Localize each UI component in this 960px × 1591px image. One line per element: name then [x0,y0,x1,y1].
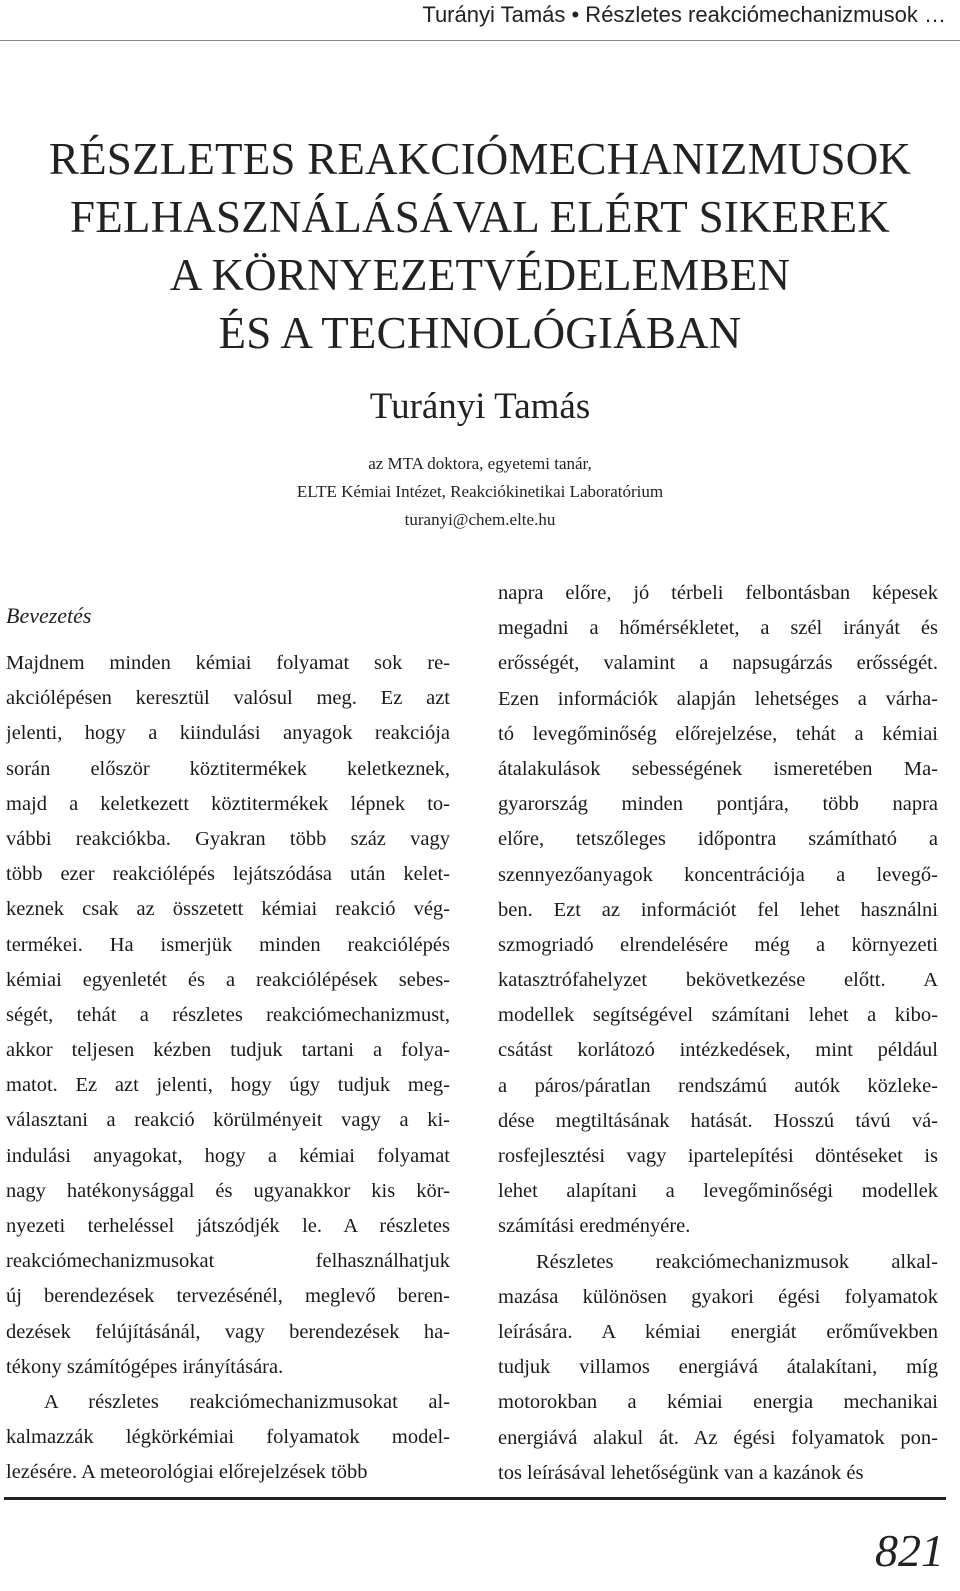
text-line: több ezer reakciólépés lejátszódása után kelet- [6,863,450,886]
text-line: dezések felújításánál, vagy berendezések ha- [6,1320,450,1343]
text-line: tos leírásával lehetőségünk van a kazánok és [498,1461,864,1484]
text-line: vábbi reakciókba. Gyakran több száz vagy [6,827,450,850]
text-line: indulási anyagokat, hogy a kémiai folyamat [6,1144,450,1167]
article-title [0,130,960,362]
text-line: szmogriadó elrendelésére még a környezeti [498,933,938,956]
text-line: A részletes reakciómechanizmusokat al- [44,1390,450,1413]
text-line: jelenti, hogy a kiindulási anyagok reakciója [6,722,450,745]
header-rule [0,40,960,41]
text-line: a páros/páratlan rendszámú autók közleke- [498,1074,938,1097]
page-number: 821 [875,1525,944,1576]
text-line: választani a reakció körülményeit vagy a ki- [6,1109,450,1132]
affiliation-institute: ELTE Kémiai Intézet, Reakciókinetikai Laboratórium [296,482,664,501]
text-line: Ezen információk alapján lehetséges a várha- [498,687,938,710]
text-line: nyezeti terheléssel játszódjék le. A részletes [6,1215,450,1237]
text-line: megadni a hőmérsékletet, a szél irányát és [498,617,938,640]
text-line: kalmazzák légkörkémiai folyamatok model- [6,1426,450,1449]
text-line: ségét, tehát a részletes reakciómechanizmust, [6,1003,450,1026]
text-line: keznek csak az összetett kémiai reakció vég- [6,898,450,921]
text-line: akkor teljesen kézben tudjuk tartani a folya- [6,1039,450,1062]
text-line: átalakulások sebességének ismeretében Ma- [498,757,938,780]
footer-rule [4,1497,946,1500]
text-line: akciólépésen keresztül valósul meg. Ez azt [6,687,450,710]
text-line: mazása különösen gyakori égési folyamatok [498,1285,938,1308]
text-line: motorokban a kémiai energia mechanikai [498,1391,938,1414]
text-line: tó levegőminőség előrejelzése, tehát a kémiai [498,722,938,745]
text-line: Részletes reakciómechanizmusok alkal- [536,1250,938,1273]
text-line: rosfejlesztési vagy ipartelepítési döntéseket is [498,1145,938,1167]
text-line: kémiai egyenletét és a reakciólépések sebes- [6,968,450,991]
text-line: lezésére. A meteorológiai előrejelzések több [6,1461,368,1484]
text-line: tudjuk villamos energiává átalakítani, míg [498,1356,938,1379]
text-line: Majdnem minden kémiai folyamat sok re- [6,652,450,674]
right-column [498,576,938,1491]
text-line: gyarország minden pontjára, több napra [498,793,938,816]
text-line: új berendezések tervezésénél, meglevő beren- [6,1285,450,1308]
text-line: majd a keletkezett köztitermékek lépnek to- [6,792,450,815]
text-line: tékony számítógépes irányítására. [6,1355,284,1378]
title-line: FELHASZNÁLÁSÁVAL ELÉRT SIKEREK [70,192,890,242]
text-line: matot. Ez azt jelenti, hogy úgy tudjuk meg- [6,1074,450,1097]
title-line: RÉSZLETES REAKCIÓMECHANIZMUSOK [48,134,912,184]
text-line: termékei. Ha ismerjük minden reakciólépés [6,933,450,956]
author-affiliation [0,450,960,534]
text-line: előre, tetszőleges időpontra számítható a [498,828,938,851]
text-line: katasztrófahelyzet bekövetkezése előtt. A [498,969,938,992]
text-line: számítási eredményére. [498,1215,691,1238]
text-line: nagy hatékonysággal és ugyanakkor kis kör- [6,1179,450,1202]
text-line: energiává alakul át. Az égési folyamatok pon- [498,1426,938,1449]
text-line: során először köztitermékek keletkeznek, [6,757,450,780]
text-line: ben. Ezt az információt fel lehet használni [498,898,938,921]
affiliation-title: az MTA doktora, egyetemi tanár, [368,454,592,473]
author-name: Turányi Tamás [369,386,591,427]
running-head: Turányi Tamás • Részletes reakciómechanizmusok … [422,2,946,27]
text-line: reakciómechanizmusokat felhasználhatjuk [6,1250,450,1273]
text-line: dése megtiltásának hatását. Hosszú távú vá- [498,1109,938,1132]
title-line: ÉS A TECHNOLÓGIÁBAN [218,308,742,358]
text-line: csátást korlátozó intézkedések, mint például [498,1039,938,1062]
text-line: szennyezőanyagok koncentrációja a levegő- [498,863,938,886]
title-line: A KÖRNYEZETVÉDELEMBEN [169,250,791,300]
left-column [6,646,450,1491]
text-line: lehet alapítani a levegőminőségi modellek [498,1180,938,1203]
text-line: erősségét, valamint a napsugárzás erősségét. [498,652,938,675]
section-heading: Bevezetés [6,603,92,628]
text-line: napra előre, jó térbeli felbontásban képesek [498,582,938,604]
author-email: turanyi@chem.elte.hu [404,510,556,529]
text-line: leírására. A kémiai energiát erőművekben [498,1320,938,1343]
text-line: modellek segítségével számítani lehet a kibo- [498,1004,938,1027]
